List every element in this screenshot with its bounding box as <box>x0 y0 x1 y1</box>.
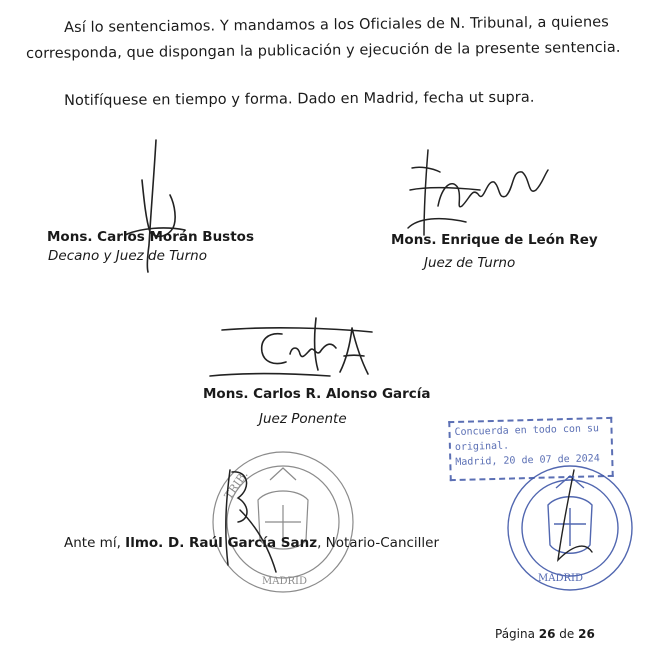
certification-stamp <box>448 417 614 481</box>
stamp-line1: Concuerda en todo con su <box>454 423 600 438</box>
stamp-line2: original. <box>454 440 510 453</box>
svg-text:TRIB.: TRIB. <box>221 468 251 502</box>
paragraph-sentence-line1: Así lo sentenciamos. Y mandamos a los Oficiales de N. Tribunal, a quienes <box>64 14 609 36</box>
svg-text:MADRID: MADRID <box>538 573 583 584</box>
paragraph-notification: Notifíquese en tiempo y forma. Dado en Madrid, fecha ut supra. <box>64 89 535 109</box>
notary-seal <box>213 452 353 592</box>
signatory-center-name: Mons. Carlos R. Alonso García <box>203 386 431 402</box>
svg-text:MADRID: MADRID <box>262 576 307 587</box>
signature-alonso-garcia <box>210 318 372 376</box>
signature-on-blue-seal <box>558 470 592 560</box>
signature-garcia-sanz <box>226 470 276 572</box>
notary-line <box>64 534 439 553</box>
signatory-center-role: Juez Ponente <box>259 411 347 427</box>
signatory-left-name: Mons. Carlos Morán Bustos <box>47 229 254 245</box>
signatory-left <box>47 228 254 266</box>
signatory-right-role: Juez de Turno <box>424 255 516 271</box>
signatory-center <box>203 385 431 429</box>
total-pages: 26 <box>578 627 595 641</box>
current-page: 26 <box>538 627 556 641</box>
signatory-right-name: Mons. Enrique de León Rey <box>391 232 598 248</box>
page-number <box>495 627 595 641</box>
tribunal-seal-blue <box>508 466 632 590</box>
signatory-left-role: Decano y Juez de Turno <box>48 248 207 264</box>
stamp-line3: Madrid, 20 de 07 de 2024 <box>455 453 600 468</box>
paragraph-sentence-line2: corresponda, que dispongan la publicación y ejecución de la presente sentencia. <box>26 39 621 62</box>
notary-prefix: Ante mí, <box>64 535 126 551</box>
notary-suffix: , Notario-Canciller <box>317 535 440 551</box>
signature-leon-rey <box>408 150 548 235</box>
notary-name: Ilmo. D. Raúl García Sanz <box>125 535 318 551</box>
page-label: Página <box>495 627 539 641</box>
signatory-right <box>391 231 598 273</box>
of-label: de <box>555 627 579 641</box>
